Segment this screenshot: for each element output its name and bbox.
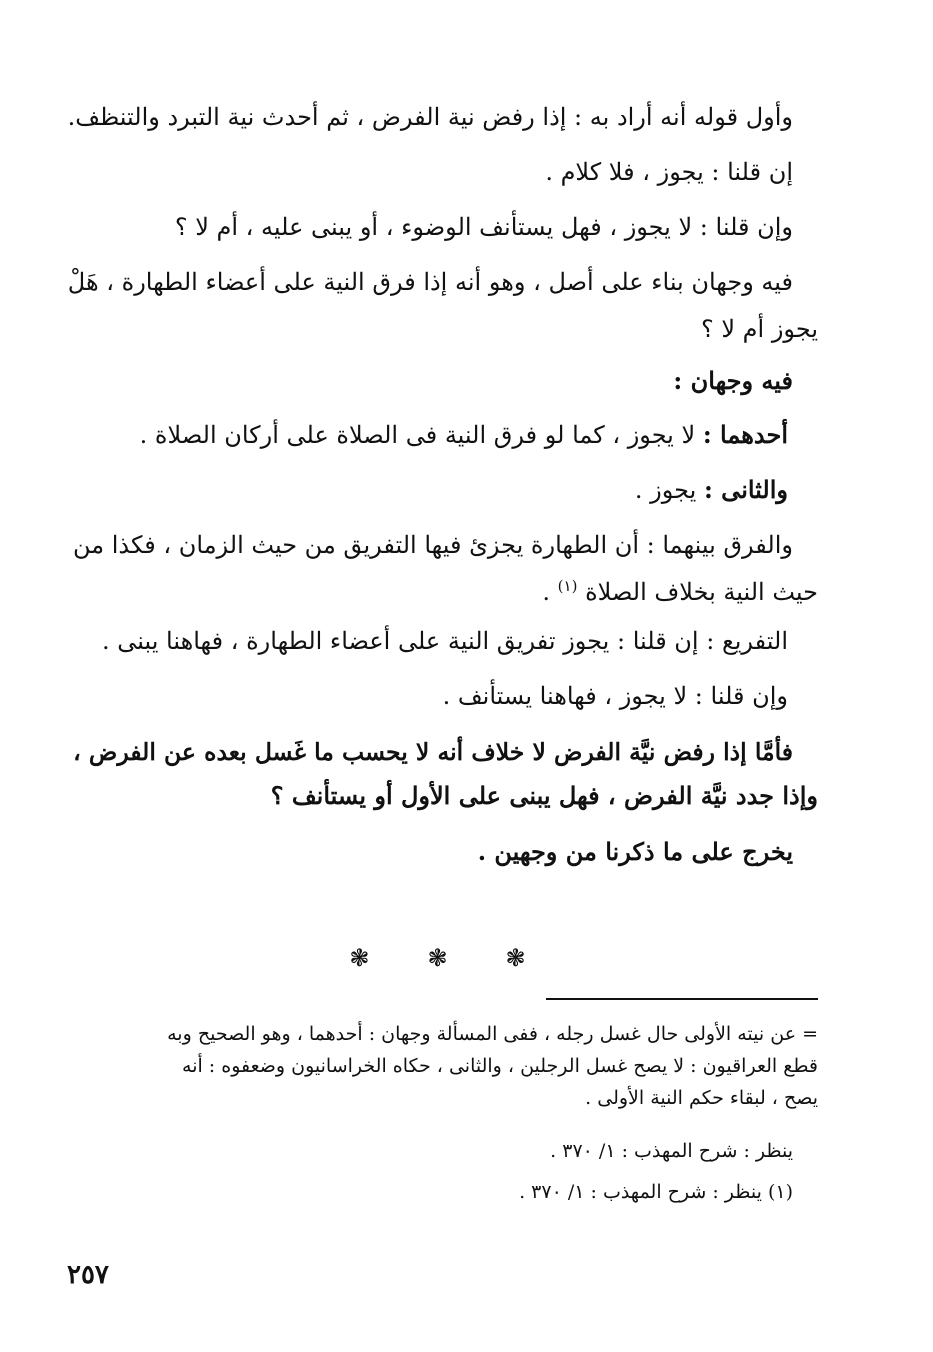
footnote-divider (546, 998, 818, 1000)
paragraph-intro: وأول قوله أنه أراد به : إذا رفض نية الفرض ، ثم أحدث نية التبرد والتنظف. (67, 103, 793, 131)
footnote-continued-line3: يصح ، لبقاء حكم النية الأولى . (585, 1087, 818, 1109)
paragraph-branching: التفريع : إن قلنا : يجوز تفريق النية على أعضاء الطهارة ، فهاهنا يبنى . (101, 627, 788, 655)
difference-text: حيث النية بخلاف الصلاة (585, 578, 818, 606)
paragraph-difference-line1: والفرق بينهما : أن الطهارة يجزئ فيها التفريق من حيث الزمان ، فكذا من (73, 531, 793, 559)
footnote-continued-line2: قطع العراقيون : لا يصح غسل الرجلين ، والثانى ، حكاه الخراسانيون وضعفوه : أنه (182, 1055, 818, 1077)
paragraph-second-view (635, 474, 788, 506)
paragraph-first-view (140, 419, 788, 451)
first-view-text: لا يجوز ، كما لو فرق النية فى الصلاة على أركان الصلاة . (139, 421, 696, 449)
second-view-label: والثانى : (703, 475, 788, 504)
footnote-ref-1: (١) (557, 577, 578, 595)
footnote-1: (١) ينظر : شرح المهذب : ١/ ٣٧٠ . (519, 1181, 793, 1203)
paragraph-difference-line2 (542, 570, 818, 608)
page-number: ٢٥٧ (67, 1260, 109, 1290)
second-view-text: يجوز . (634, 476, 697, 504)
difference-end: . (542, 578, 551, 606)
paragraph-reject-intention-line1: فأمَّا إذا رفض نيَّة الفرض لا خلاف أنه لا يحسب ما غَسل بعده عن الفرض ، (73, 738, 793, 766)
paragraph-if-not-permitted: وإن قلنا : لا يجوز ، فهل يستأنف الوضوء ، أو يبنى عليه ، أم لا ؟ (174, 213, 793, 241)
paragraph-restart: وإن قلنا : لا يجوز ، فهاهنا يستأنف . (442, 682, 788, 710)
paragraph-if-permitted: إن قلنا : يجوز ، فلا كلام . (545, 158, 793, 186)
section-separator-stars: ❃❃❃ (349, 944, 584, 972)
heading-two-views: فيه وجهان : (673, 366, 793, 395)
paragraph-two-views-line2: يجوز أم لا ؟ (701, 315, 818, 343)
paragraph-conclusion: يخرج على ما ذكرنا من وجهين . (477, 837, 793, 866)
paragraph-two-views-line1: فيه وجهان بناء على أصل ، وهو أنه إذا فرق النية على أعضاء الطهارة ، هَلْ (67, 268, 793, 296)
paragraph-reject-intention-line2: وإذا جدد نيَّة الفرض ، فهل يبنى على الأول أو يستأنف ؟ (270, 781, 818, 810)
footnote-continued-reference: ينظر : شرح المهذب : ١/ ٣٧٠ . (550, 1140, 793, 1162)
footnote-continued-line1: = عن نيته الأولى حال غسل رجله ، ففى المسألة وجهان : أحدهما ، وهو الصحيح وبه (167, 1023, 818, 1045)
first-view-label: أحدهما : (702, 420, 788, 449)
